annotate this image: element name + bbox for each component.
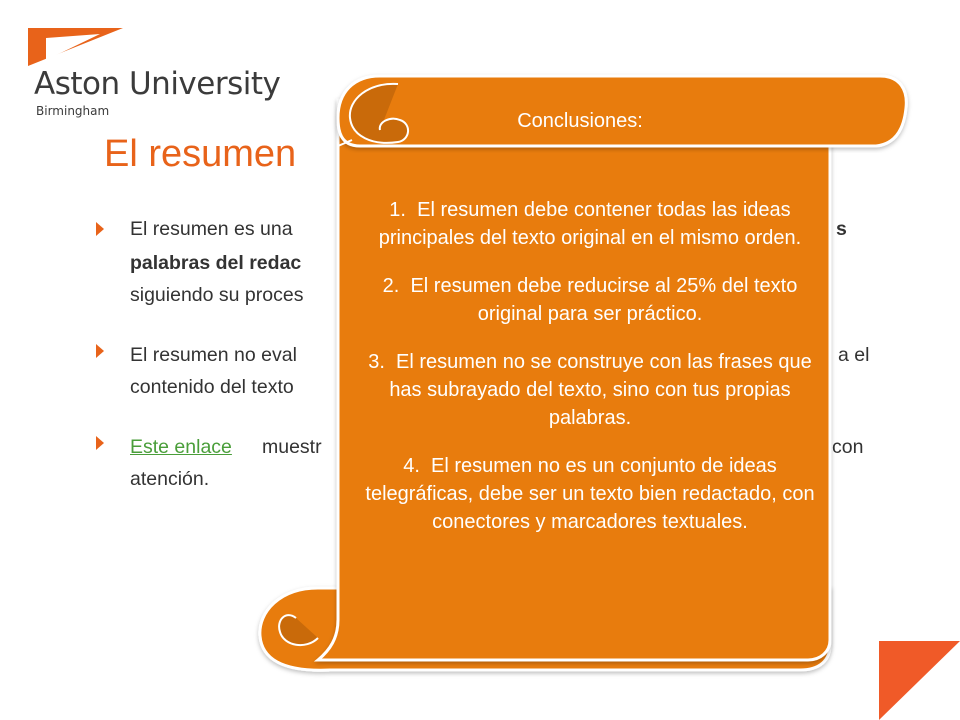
conclusion-item: 1. El resumen debe contener todas las ideas principales del texto original en el mismo orden. (378, 199, 802, 249)
bullet-1-line-1-end: s (836, 218, 847, 240)
bullet-2-line-1: El resumen no eval (130, 344, 297, 366)
bullet-3-line-1-end: con (832, 436, 864, 458)
bullet-3-line-2: atención. (130, 468, 210, 490)
conclusion-item: 4. El resumen no es un conjunto de ideas telegráficas, debe ser un texto bien redactado, con conectores y marcadores textuales. (365, 455, 815, 533)
logo-name: Aston University (34, 66, 281, 102)
bullet-2-line-1-end: a el (838, 344, 870, 366)
bullet-1-line-1: El resumen es una (130, 218, 293, 240)
bullet-2-line-2: contenido del texto (130, 376, 294, 398)
conclusion-item: 3. El resumen no se construye con las frases que has subrayado del texto, sino con tus propias palabras. (368, 351, 812, 429)
logo-subtitle: Birmingham (36, 104, 110, 118)
conclusion-item: 2. El resumen debe reducirse al 25% del texto original para ser práctico. (382, 275, 798, 325)
conclusions-list (352, 196, 828, 556)
bullet-1-line-3: siguiendo su proces (130, 284, 304, 306)
bullet-1-line-2: palabras del redac (130, 252, 302, 274)
scroll-title: Conclusiones: (517, 110, 643, 132)
corner-arrow-icon (879, 641, 960, 720)
bullet-3-line-1: muestr (262, 436, 322, 458)
slide-title: El resumen (104, 133, 297, 175)
link-este-enlace[interactable]: Este enlace (130, 436, 232, 458)
